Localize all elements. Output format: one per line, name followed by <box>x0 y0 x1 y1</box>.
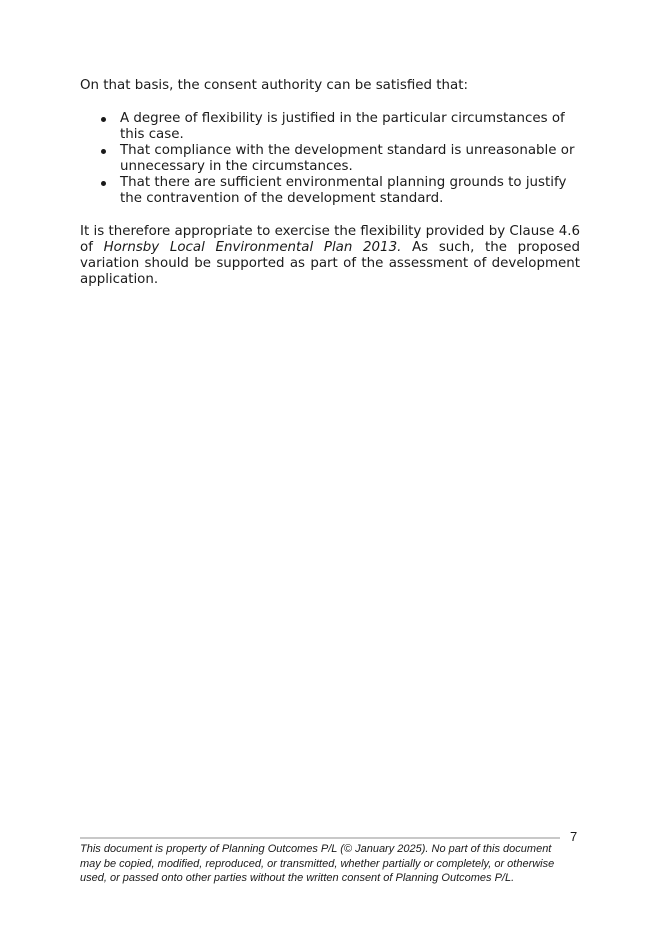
conclusion-text-start: It is therefore appropriate to exercise the flexibility provided by Clause 4.6 of <box>80 224 580 255</box>
conclusion-text-end: As such, the proposed variation should be supported as part of the assessment of development application. <box>80 240 580 287</box>
plan-name: Hornsby Local Environmental Plan 2013. <box>103 240 402 255</box>
list-item-text: That compliance with the development standard is unreasonable or unnecessary in the circumstances. <box>120 143 575 174</box>
conclusion-paragraph <box>80 224 580 288</box>
document-body <box>80 78 580 288</box>
footer-disclaimer: This document is property of Planning Outcomes P/L (© January 2025). No part of this document may be copied, modified, reproduced, or transmitted, whether partially or completely, or otherwise used, or passed onto other parties without the written consent of Planning Outcomes P/L. <box>80 843 555 884</box>
list-item-text: A degree of flexibility is justified in the particular circumstances of this case. <box>120 111 565 142</box>
list-item <box>80 143 580 175</box>
list-item <box>80 111 580 143</box>
bullet-icon <box>101 149 106 154</box>
footer-divider <box>80 837 560 839</box>
bullet-icon <box>101 181 106 186</box>
criteria-list <box>80 111 580 207</box>
bullet-icon <box>101 117 106 122</box>
page-number: 7 <box>570 829 578 844</box>
list-item <box>80 175 580 207</box>
list-item-text: That there are sufficient environmental planning grounds to justify the contravention of the development standard. <box>120 175 567 206</box>
intro-paragraph: On that basis, the consent authority can be satisfied that: <box>80 78 468 93</box>
